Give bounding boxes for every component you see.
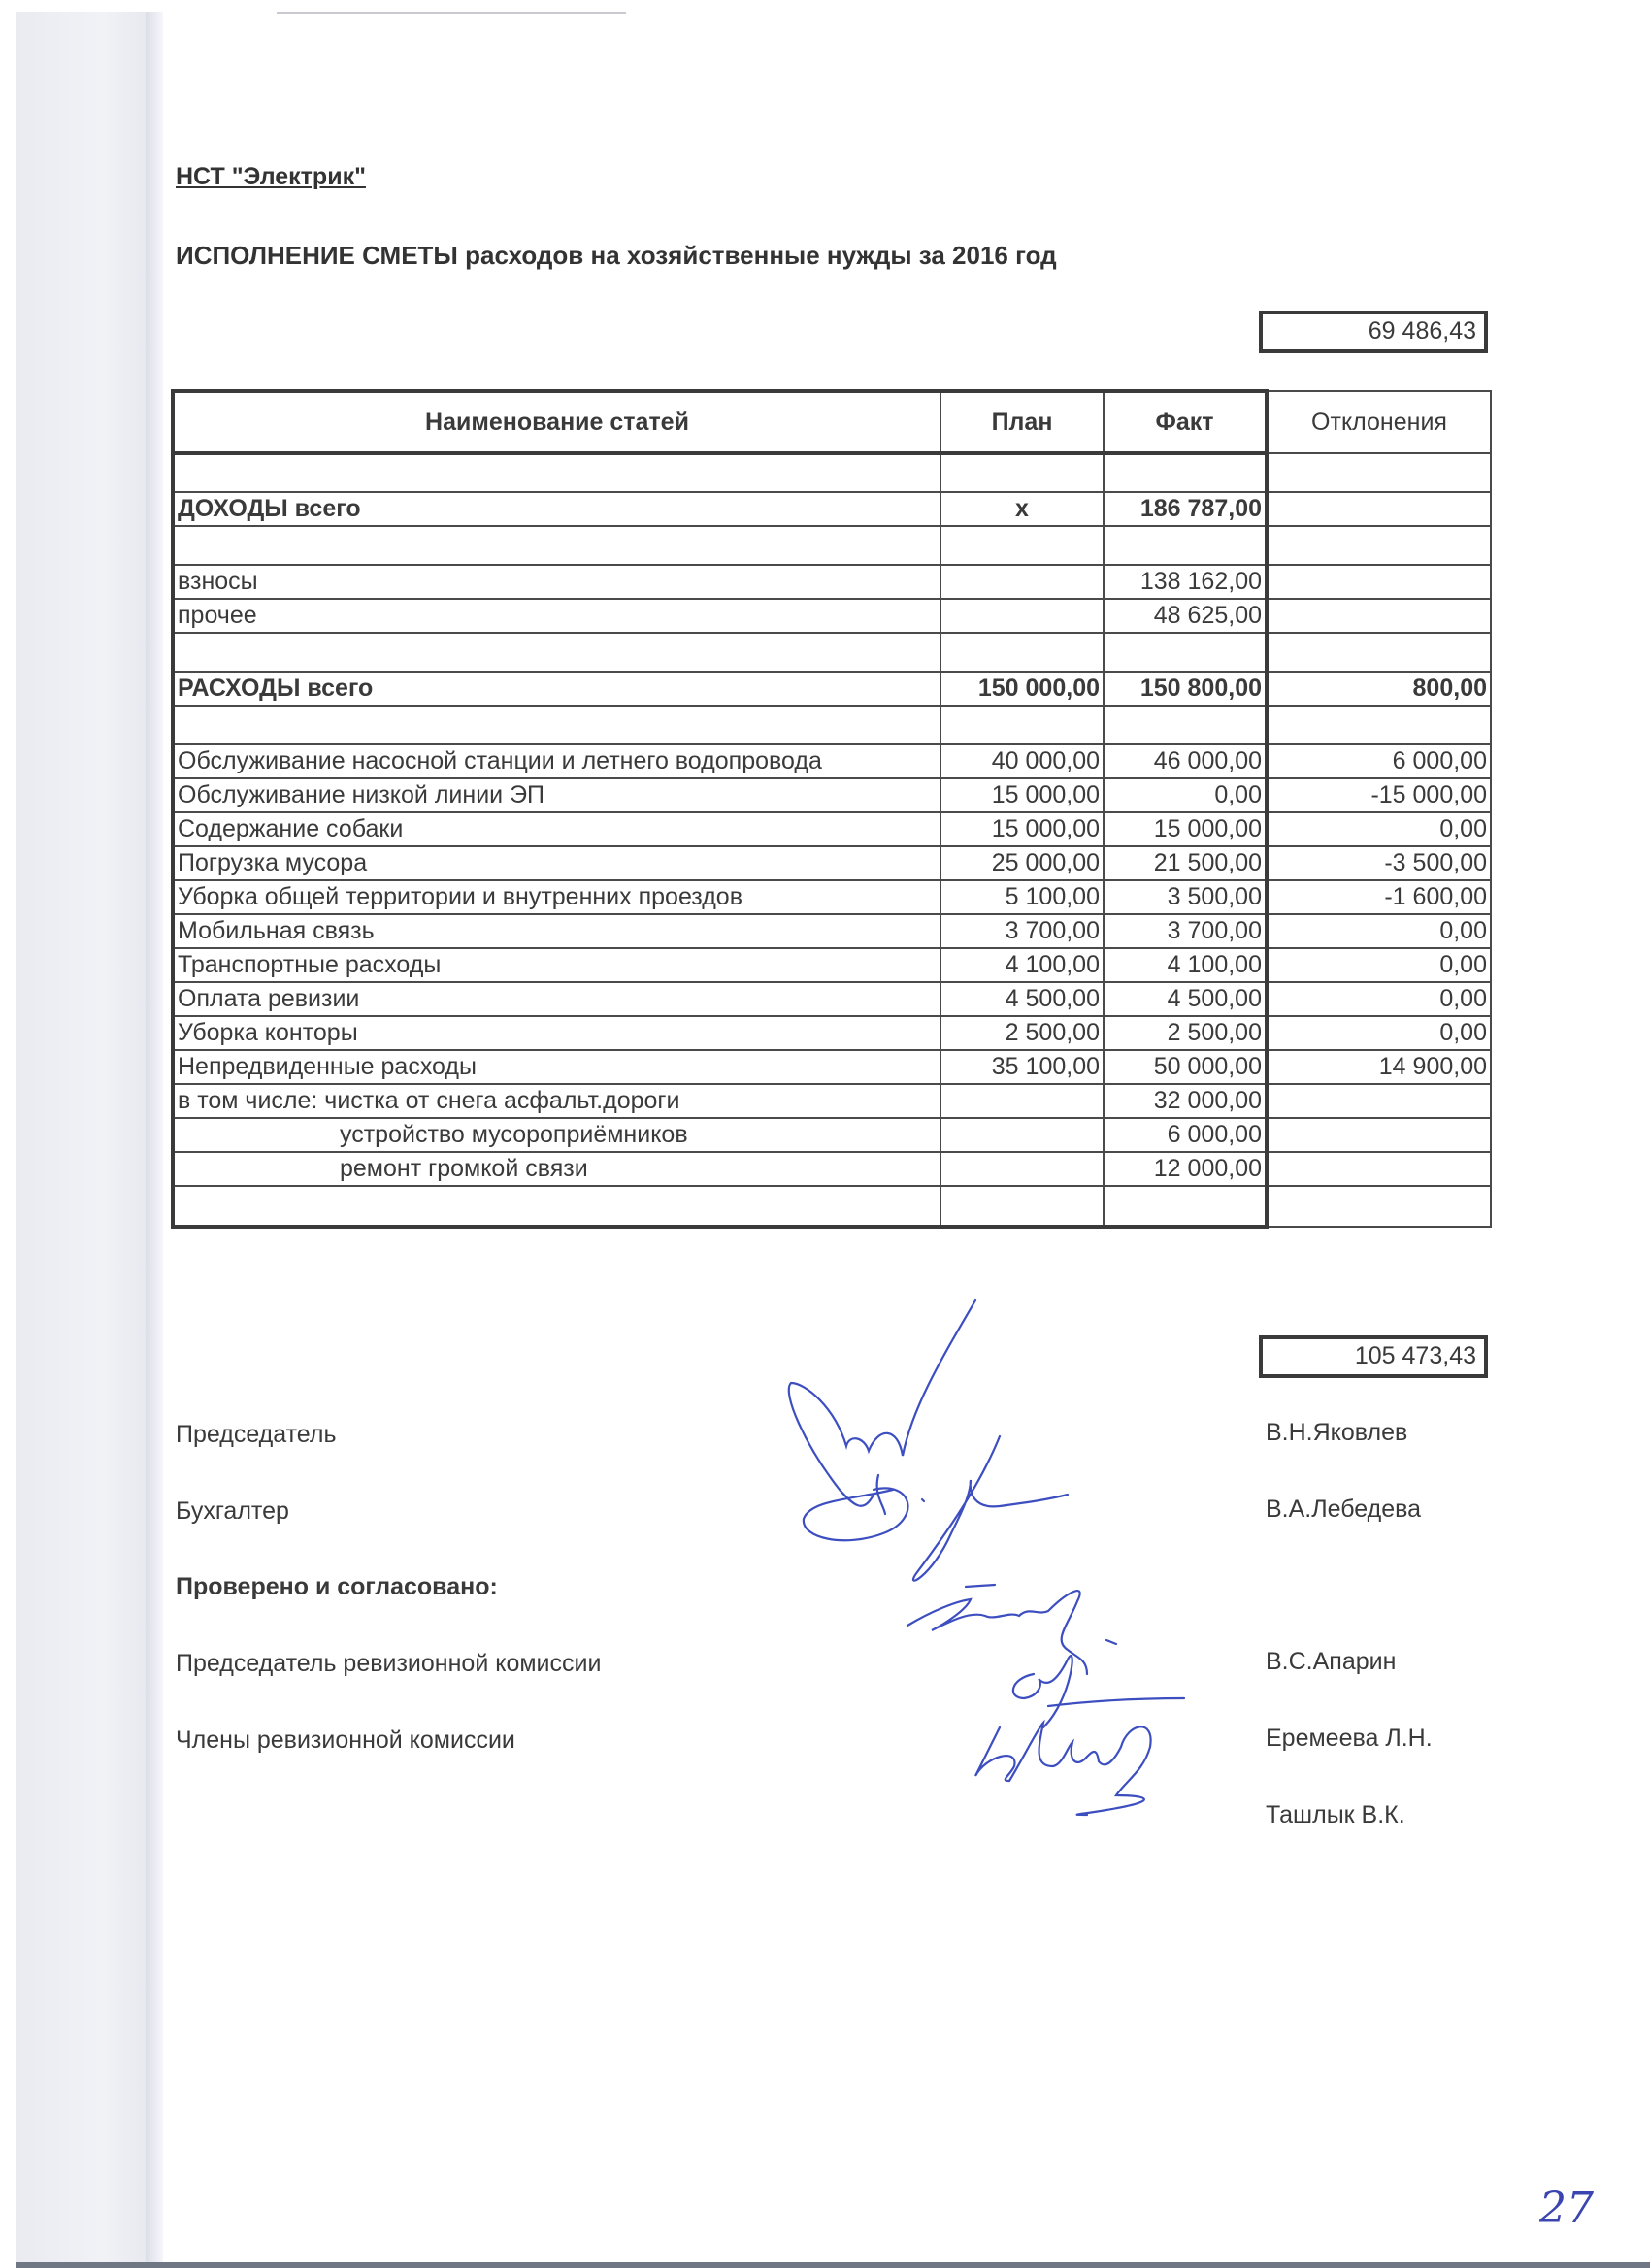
cell-name: Обслуживание насосной станции и летнего водопровода: [173, 744, 940, 778]
audit-chair-label: Председатель ревизионной комиссии: [176, 1650, 602, 1677]
cell-fact: 50 000,00: [1104, 1050, 1267, 1084]
table-row: [173, 1186, 1491, 1227]
cell-deviation: [1267, 565, 1491, 599]
audit-chair-name: В.С.Апарин: [1266, 1648, 1397, 1675]
cell-deviation: [1267, 526, 1491, 565]
cell-fact: [1104, 1186, 1267, 1227]
cell-fact: 21 500,00: [1104, 846, 1267, 880]
cell-deviation: 14 900,00: [1267, 1050, 1491, 1084]
cell-deviation: 800,00: [1267, 672, 1491, 706]
handwritten-page-number: 27: [1539, 2184, 1594, 2233]
cell-deviation: 0,00: [1267, 948, 1491, 982]
cell-name: [173, 453, 940, 492]
cell-name: ремонт громкой связи: [173, 1152, 940, 1186]
handwritten-signatures: [776, 1291, 1262, 1892]
cell-name: [173, 1186, 940, 1227]
audit-chair-signature: [908, 1585, 1116, 1674]
cell-plan: 4 500,00: [940, 982, 1104, 1016]
cell-name: Мобильная связь: [173, 914, 940, 948]
header-fact: Факт: [1104, 391, 1267, 453]
scan-bottom-edge: [16, 2262, 1650, 2268]
cell-name: [173, 706, 940, 744]
header-deviation: Отклонения: [1267, 391, 1491, 453]
organization-name: НСТ "Электрик": [176, 163, 366, 190]
cell-name: ДОХОДЫ всего: [173, 492, 940, 526]
audit-members-label: Члены ревизионной комиссии: [176, 1726, 515, 1754]
page-fold-shadow: [146, 12, 163, 2263]
table-row: [173, 778, 1491, 812]
cell-name: Погрузка мусора: [173, 846, 940, 880]
cell-name: Обслуживание низкой линии ЭП: [173, 778, 940, 812]
cell-plan: 35 100,00: [940, 1050, 1104, 1084]
cell-deviation: [1267, 453, 1491, 492]
table-row: [173, 672, 1491, 706]
audit-member-1-name: Еремеева Л.Н.: [1266, 1725, 1433, 1752]
table-row: [173, 744, 1491, 778]
cell-name: Уборка общей территории и внутренних проездов: [173, 880, 940, 914]
table-row: [173, 706, 1491, 744]
cell-name: прочее: [173, 599, 940, 633]
cell-plan: х: [940, 492, 1104, 526]
cell-fact: [1104, 706, 1267, 744]
cell-deviation: 0,00: [1267, 914, 1491, 948]
chairman-name: В.Н.Яковлев: [1266, 1419, 1408, 1446]
cell-deviation: 6 000,00: [1267, 744, 1491, 778]
table-row: [173, 1084, 1491, 1118]
cell-fact: 3 500,00: [1104, 880, 1267, 914]
cell-plan: 15 000,00: [940, 778, 1104, 812]
cell-name: Содержание собаки: [173, 812, 940, 846]
cell-deviation: [1267, 706, 1491, 744]
cell-deviation: [1267, 492, 1491, 526]
cell-plan: 4 100,00: [940, 948, 1104, 982]
cell-plan: [940, 565, 1104, 599]
cell-deviation: -3 500,00: [1267, 846, 1491, 880]
audit-member-2-signature: [975, 1723, 1151, 1815]
chairman-label: Председатель: [176, 1421, 337, 1448]
cell-name: взносы: [173, 565, 940, 599]
cell-name: Оплата ревизии: [173, 982, 940, 1016]
cell-fact: 32 000,00: [1104, 1084, 1267, 1118]
cell-plan: [940, 1186, 1104, 1227]
cell-plan: [940, 706, 1104, 744]
cell-fact: 15 000,00: [1104, 812, 1267, 846]
cell-plan: 40 000,00: [940, 744, 1104, 778]
cell-fact: 4 100,00: [1104, 948, 1267, 982]
cell-deviation: [1267, 1084, 1491, 1118]
underlying-page-shadow: [16, 12, 161, 2263]
cell-deviation: -15 000,00: [1267, 778, 1491, 812]
audit-member-2-name: Ташлык В.К.: [1266, 1801, 1405, 1828]
table-header-row: [173, 391, 1491, 453]
cell-deviation: 0,00: [1267, 1016, 1491, 1050]
cell-name: устройство мусороприёмников: [173, 1118, 940, 1152]
cell-plan: 3 700,00: [940, 914, 1104, 948]
cell-deviation: [1267, 1152, 1491, 1186]
cell-name: [173, 633, 940, 672]
cell-deviation: [1267, 599, 1491, 633]
cell-fact: 4 500,00: [1104, 982, 1267, 1016]
table-row: [173, 453, 1491, 492]
accountant-signature: [913, 1436, 1068, 1581]
cell-plan: [940, 599, 1104, 633]
cell-deviation: 0,00: [1267, 812, 1491, 846]
cell-plan: [940, 526, 1104, 565]
cell-name: РАСХОДЫ всего: [173, 672, 940, 706]
cell-name: Транспортные расходы: [173, 948, 940, 982]
audit-member-1-signature: [1013, 1656, 1184, 1727]
chairman-signature: [789, 1300, 975, 1540]
cell-deviation: [1267, 1186, 1491, 1227]
table-row: [173, 1016, 1491, 1050]
table-row: [173, 812, 1491, 846]
table-row: [173, 846, 1491, 880]
cell-fact: [1104, 453, 1267, 492]
cell-name: [173, 526, 940, 565]
estimate-table: [171, 389, 1492, 1229]
header-plan: План: [940, 391, 1104, 453]
table-row: [173, 880, 1491, 914]
accountant-name: В.А.Лебедева: [1266, 1496, 1422, 1523]
cell-plan: 15 000,00: [940, 812, 1104, 846]
cell-fact: 0,00: [1104, 778, 1267, 812]
cell-name: в том числе: чистка от снега асфальт.дороги: [173, 1084, 940, 1118]
opening-balance: 69 486,43: [1259, 311, 1488, 353]
cell-plan: [940, 1118, 1104, 1152]
table-row: [173, 1118, 1491, 1152]
cell-fact: 2 500,00: [1104, 1016, 1267, 1050]
cell-plan: [940, 1152, 1104, 1186]
cell-fact: 138 162,00: [1104, 565, 1267, 599]
table-row: [173, 948, 1491, 982]
cell-fact: 12 000,00: [1104, 1152, 1267, 1186]
table-row: [173, 599, 1491, 633]
cell-plan: 25 000,00: [940, 846, 1104, 880]
cell-name: Непредвиденные расходы: [173, 1050, 940, 1084]
table-row: [173, 914, 1491, 948]
cell-deviation: [1267, 1118, 1491, 1152]
cell-plan: [940, 1084, 1104, 1118]
closing-balance: 105 473,43: [1259, 1335, 1488, 1378]
cell-fact: 6 000,00: [1104, 1118, 1267, 1152]
header-name: Наименование статей: [173, 391, 940, 453]
document-title: ИСПОЛНЕНИЕ СМЕТЫ расходов на хозяйственные нужды за 2016 год: [176, 241, 1057, 270]
cell-plan: 5 100,00: [940, 880, 1104, 914]
table-row: [173, 492, 1491, 526]
accountant-label: Бухгалтер: [176, 1497, 289, 1525]
table-row: [173, 526, 1491, 565]
cell-fact: 48 625,00: [1104, 599, 1267, 633]
approved-label: Проверено и согласовано:: [176, 1573, 498, 1600]
scan-artifact-line: [277, 12, 626, 14]
cell-fact: [1104, 526, 1267, 565]
cell-deviation: -1 600,00: [1267, 880, 1491, 914]
cell-plan: 2 500,00: [940, 1016, 1104, 1050]
cell-deviation: [1267, 633, 1491, 672]
cell-plan: 150 000,00: [940, 672, 1104, 706]
cell-fact: 46 000,00: [1104, 744, 1267, 778]
cell-name: Уборка конторы: [173, 1016, 940, 1050]
table-row: [173, 565, 1491, 599]
cell-plan: [940, 453, 1104, 492]
table-row: [173, 633, 1491, 672]
cell-fact: 150 800,00: [1104, 672, 1267, 706]
table-row: [173, 982, 1491, 1016]
cell-plan: [940, 633, 1104, 672]
table-row: [173, 1152, 1491, 1186]
cell-fact: [1104, 633, 1267, 672]
cell-fact: 3 700,00: [1104, 914, 1267, 948]
cell-deviation: 0,00: [1267, 982, 1491, 1016]
table-row: [173, 1050, 1491, 1084]
cell-fact: 186 787,00: [1104, 492, 1267, 526]
